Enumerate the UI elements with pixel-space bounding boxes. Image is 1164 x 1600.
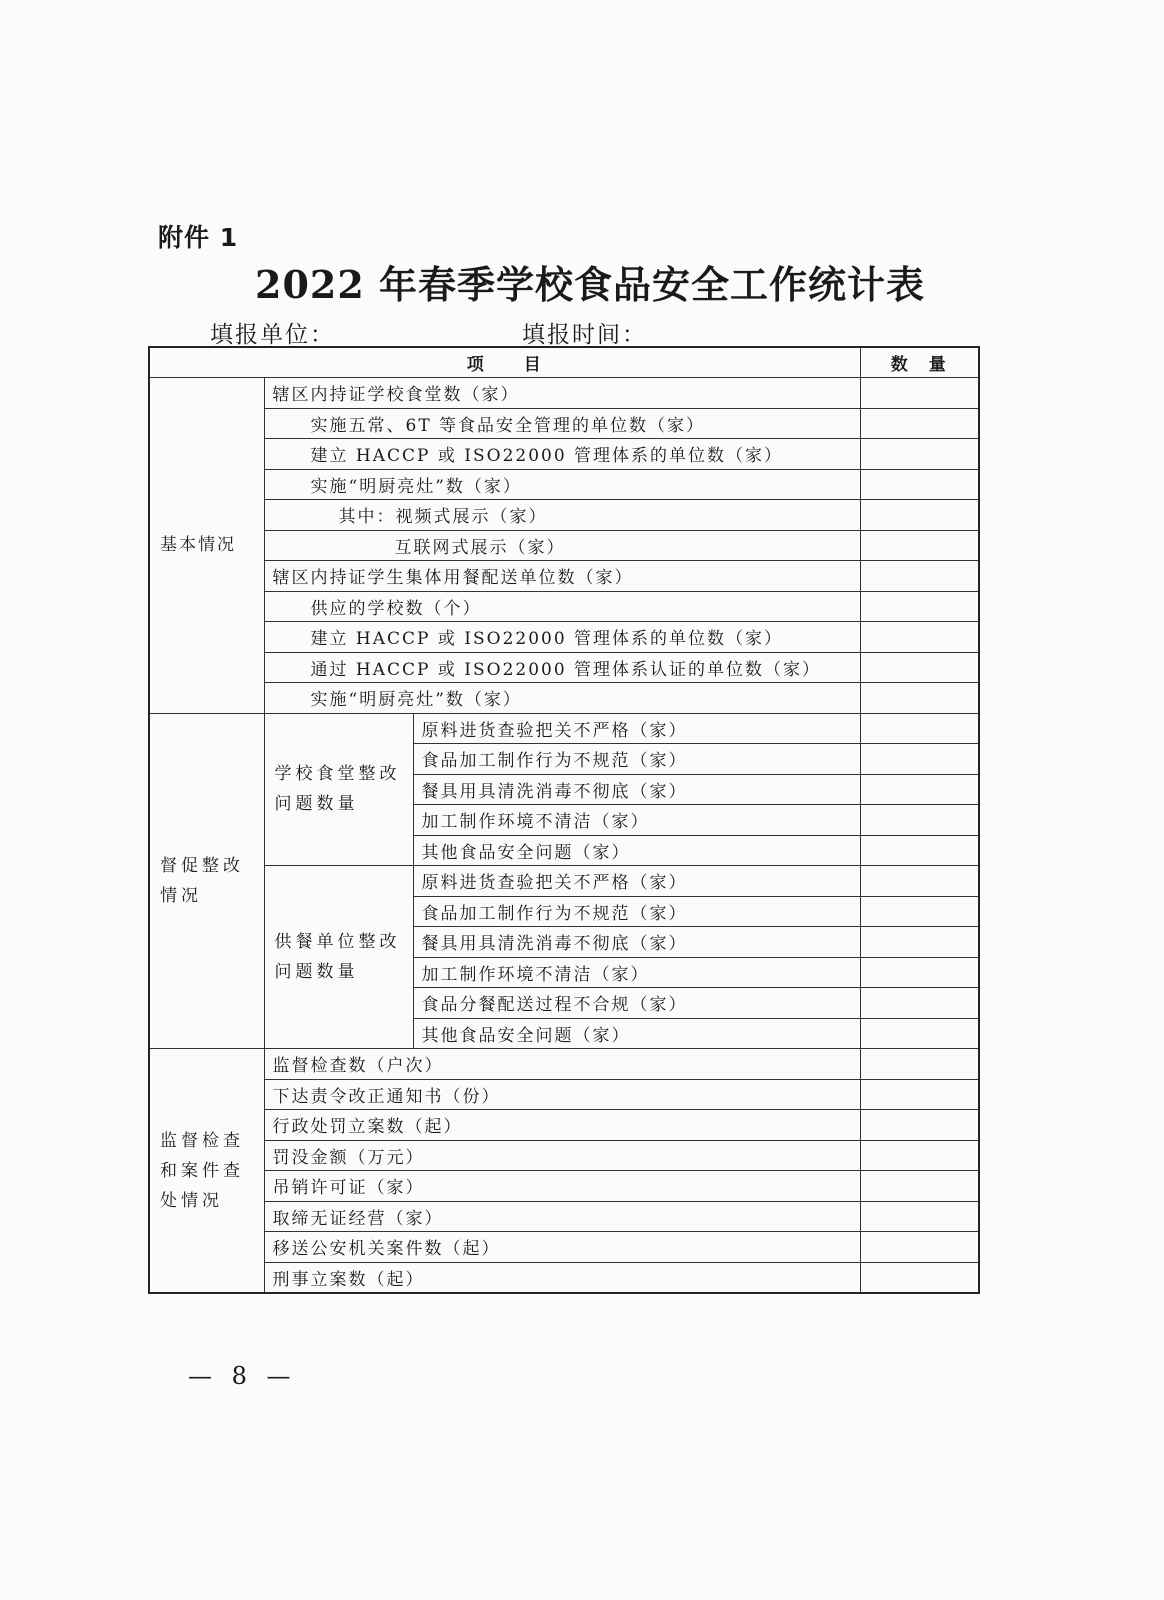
row-label: 实施“明厨亮灶”数（家） [264, 469, 860, 500]
row-label: 互联网式展示（家） [264, 530, 860, 561]
quantity-cell[interactable] [860, 805, 979, 836]
quantity-cell[interactable] [860, 561, 979, 592]
quantity-cell[interactable] [860, 713, 979, 744]
table-row [149, 866, 979, 897]
table-row [149, 500, 979, 531]
table-row [149, 1110, 979, 1141]
row-label: 刑事立案数（起） [264, 1262, 860, 1293]
table-row [149, 439, 979, 470]
row-label: 供应的学校数（个） [264, 591, 860, 622]
row-label: 其他食品安全问题（家） [413, 835, 860, 866]
statistics-table [148, 346, 980, 1294]
row-label: 取缔无证经营（家） [264, 1201, 860, 1232]
table-row [149, 622, 979, 653]
quantity-cell[interactable] [860, 988, 979, 1019]
category-rectify: 督促整改情况 [149, 713, 264, 1049]
table-header-row [149, 347, 979, 378]
row-label: 加工制作环境不清洁（家） [413, 957, 860, 988]
quantity-cell[interactable] [860, 1049, 979, 1080]
table-row [149, 1140, 979, 1171]
quantity-cell[interactable] [860, 652, 979, 683]
table-row [149, 561, 979, 592]
row-label: 建立 HACCP 或 ISO22000 管理体系的单位数（家） [264, 622, 860, 653]
quantity-cell[interactable] [860, 622, 979, 653]
subcategory-supplier: 供餐单位整改问题数量 [264, 866, 413, 1049]
quantity-cell[interactable] [860, 530, 979, 561]
quantity-cell[interactable] [860, 683, 979, 714]
category-inspect: 监督检查和案件查处情况 [149, 1049, 264, 1294]
row-label: 餐具用具清洗消毒不彻底（家） [413, 774, 860, 805]
attachment-label: 附件 1 [158, 223, 239, 252]
row-label: 下达责令改正通知书（份） [264, 1079, 860, 1110]
table-row [149, 1232, 979, 1263]
quantity-cell[interactable] [860, 1110, 979, 1141]
page-number: — 8 — [188, 1362, 297, 1390]
quantity-cell[interactable] [860, 866, 979, 897]
document-title: 2022 年春季学校食品安全工作统计表 [255, 262, 925, 307]
row-label: 吊销许可证（家） [264, 1171, 860, 1202]
fill-unit-label: 填报单位： [210, 322, 335, 348]
quantity-cell[interactable] [860, 500, 979, 531]
row-label: 罚没金额（万元） [264, 1140, 860, 1171]
row-label: 加工制作环境不清洁（家） [413, 805, 860, 836]
quantity-cell[interactable] [860, 378, 979, 409]
table-row [149, 408, 979, 439]
table-row [149, 1262, 979, 1293]
table-row [149, 530, 979, 561]
row-label: 辖区内持证学校食堂数（家） [264, 378, 860, 409]
row-label: 食品分餐配送过程不合规（家） [413, 988, 860, 1019]
quantity-cell[interactable] [860, 1171, 979, 1202]
quantity-cell[interactable] [860, 408, 979, 439]
quantity-cell[interactable] [860, 927, 979, 958]
table-row [149, 1079, 979, 1110]
quantity-cell[interactable] [860, 1201, 979, 1232]
row-label: 监督检查数（户次） [264, 1049, 860, 1080]
row-label: 辖区内持证学生集体用餐配送单位数（家） [264, 561, 860, 592]
quantity-cell[interactable] [860, 896, 979, 927]
table-row [149, 1049, 979, 1080]
table-row [149, 652, 979, 683]
row-label: 建立 HACCP 或 ISO22000 管理体系的单位数（家） [264, 439, 860, 470]
quantity-cell[interactable] [860, 439, 979, 470]
row-label: 实施五常、6T 等食品安全管理的单位数（家） [264, 408, 860, 439]
row-label: 移送公安机关案件数（起） [264, 1232, 860, 1263]
table-row [149, 591, 979, 622]
row-label: 实施“明厨亮灶”数（家） [264, 683, 860, 714]
quantity-cell[interactable] [860, 1018, 979, 1049]
table-row [149, 378, 979, 409]
category-basic: 基本情况 [149, 378, 264, 714]
quantity-cell[interactable] [860, 591, 979, 622]
row-label: 食品加工制作行为不规范（家） [413, 896, 860, 927]
row-label: 原料进货查验把关不严格（家） [413, 866, 860, 897]
quantity-cell[interactable] [860, 835, 979, 866]
quantity-cell[interactable] [860, 957, 979, 988]
row-label: 原料进货查验把关不严格（家） [413, 713, 860, 744]
row-label: 通过 HACCP 或 ISO22000 管理体系认证的单位数（家） [264, 652, 860, 683]
header-item: 项 目 [149, 347, 860, 378]
row-label: 其他食品安全问题（家） [413, 1018, 860, 1049]
quantity-cell[interactable] [860, 469, 979, 500]
row-label: 其中：视频式展示（家） [264, 500, 860, 531]
quantity-cell[interactable] [860, 1079, 979, 1110]
subcategory-canteen: 学校食堂整改问题数量 [264, 713, 413, 866]
table-row [149, 713, 979, 744]
quantity-cell[interactable] [860, 774, 979, 805]
header-quantity: 数 量 [860, 347, 979, 378]
table-row [149, 469, 979, 500]
fill-time-label: 填报时间： [522, 322, 647, 348]
row-label: 餐具用具清洗消毒不彻底（家） [413, 927, 860, 958]
quantity-cell[interactable] [860, 744, 979, 775]
table-row [149, 683, 979, 714]
quantity-cell[interactable] [860, 1262, 979, 1293]
quantity-cell[interactable] [860, 1232, 979, 1263]
row-label: 行政处罚立案数（起） [264, 1110, 860, 1141]
quantity-cell[interactable] [860, 1140, 979, 1171]
row-label: 食品加工制作行为不规范（家） [413, 744, 860, 775]
table-row [149, 1201, 979, 1232]
table-row [149, 1171, 979, 1202]
